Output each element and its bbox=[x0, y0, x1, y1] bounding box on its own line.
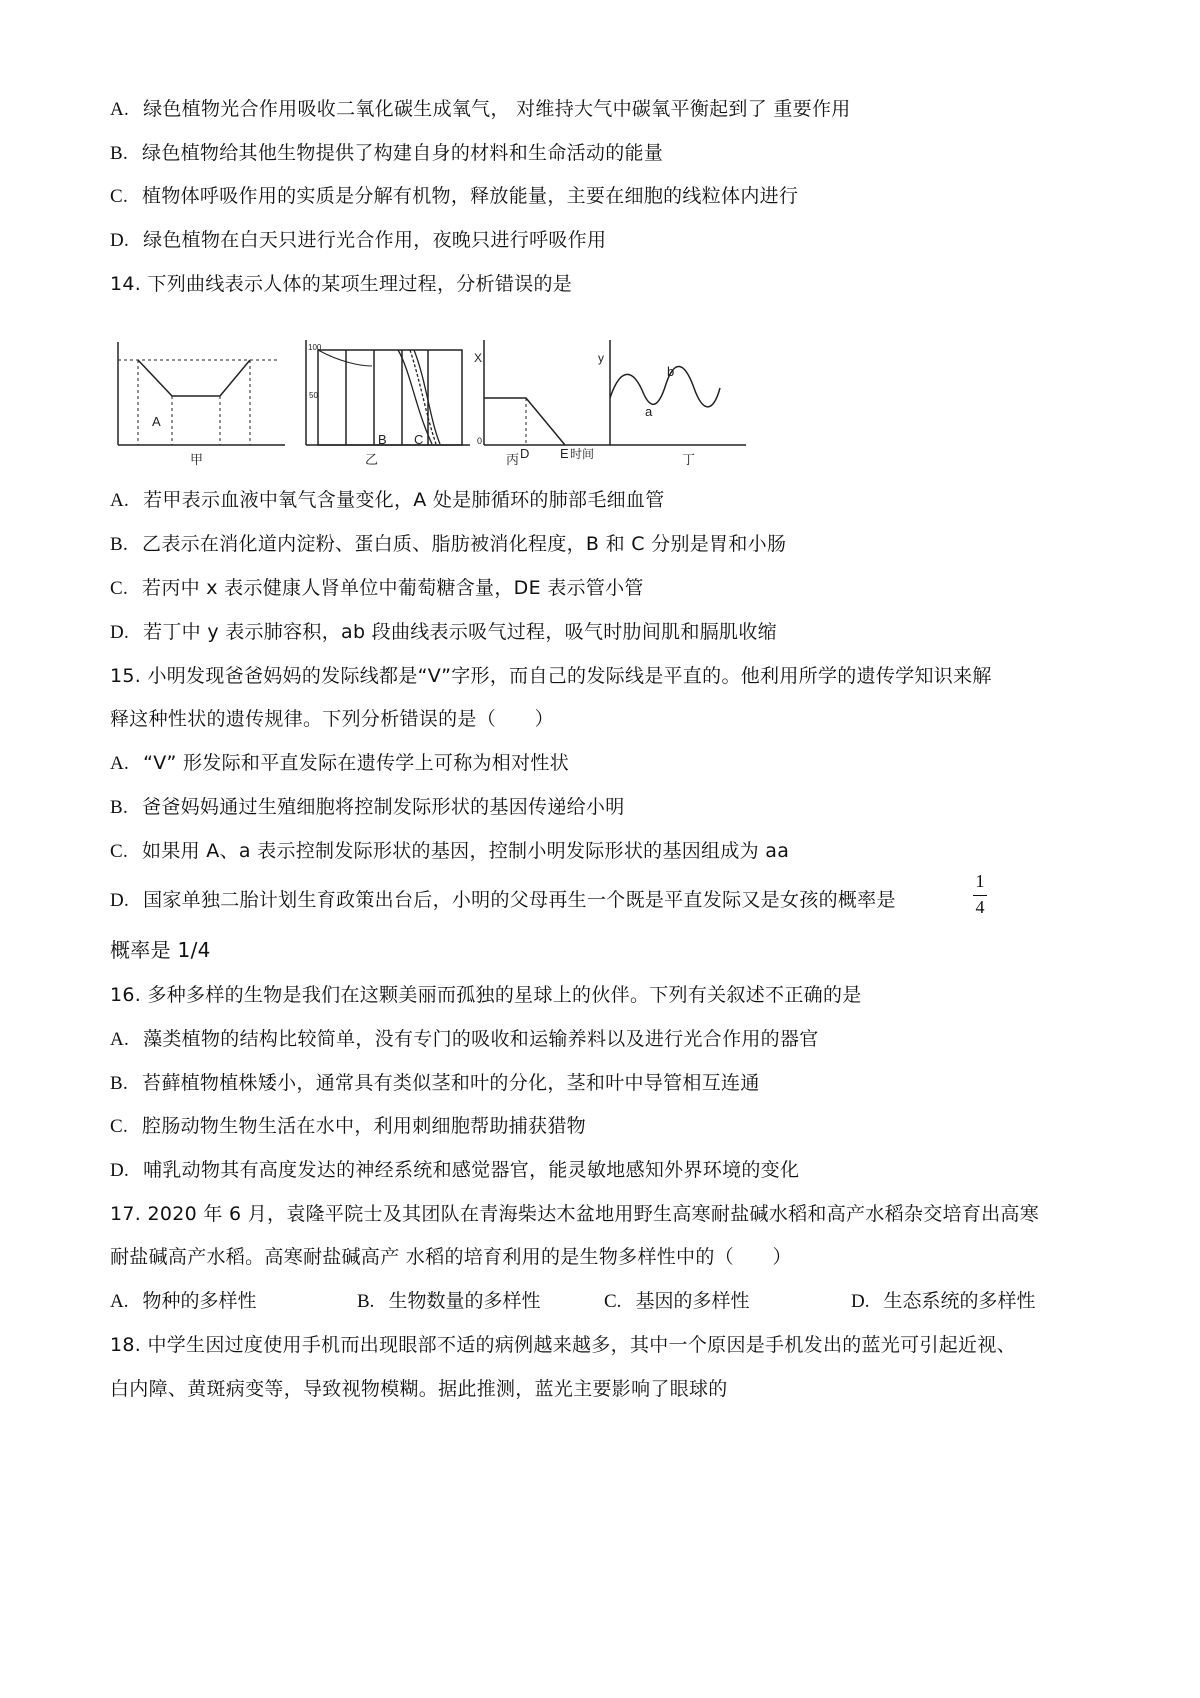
option-label: C. bbox=[110, 578, 129, 599]
option-text: 苔藓植物植株矮小，通常具有类似茎和叶的分化，茎和叶中导管相互连通 bbox=[142, 1072, 760, 1094]
q16-stem: 16. 多种多样的生物是我们在这颗美丽而孤独的星球上的伙伴。下列有关叙述不正确的是 bbox=[110, 984, 862, 1006]
q17-option-d bbox=[851, 1288, 1036, 1315]
q15-stem-line1: 15. 小明发现爸爸妈妈的发际线都是“V”字形，而自己的发际线是平直的。他利用所学的遗传学知识来解 bbox=[110, 665, 992, 687]
option-label: B. bbox=[110, 1073, 129, 1094]
yi-caption: 乙 bbox=[365, 452, 379, 467]
option-text: 绿色植物光合作用吸收二氧化碳生成氧气， 对维持大气中碳氧平衡起到了 重要作用 bbox=[143, 98, 851, 120]
option-text: 物种的多样性 bbox=[142, 1290, 257, 1312]
q14-option-d bbox=[110, 619, 777, 646]
fraction-bar bbox=[973, 895, 987, 896]
option-label: A. bbox=[110, 99, 130, 120]
yi-tick-100: 100 bbox=[308, 343, 322, 352]
q13-option-c bbox=[110, 183, 798, 210]
option-label: D. bbox=[110, 1160, 130, 1181]
fraction-denominator: 4 bbox=[975, 897, 985, 917]
yi-curve-protein bbox=[410, 350, 436, 444]
option-label: C. bbox=[604, 1291, 622, 1312]
option-label: A. bbox=[110, 1291, 129, 1312]
q15-stem-line2: 释这种性状的遗传规律。下列分析错误的是（ ） bbox=[110, 708, 554, 730]
q14-curves-figure bbox=[110, 340, 750, 470]
q16-option-c bbox=[110, 1113, 586, 1140]
ding-label-b: b bbox=[667, 364, 675, 379]
option-label: D. bbox=[110, 622, 130, 643]
option-text: 乙表示在消化道内淀粉、蛋白质、脂肪被消化程度，B 和 C 分别是胃和小肠 bbox=[142, 533, 787, 555]
option-label: D. bbox=[110, 890, 130, 911]
q13-option-d bbox=[110, 227, 606, 254]
bing-x-label: X bbox=[474, 351, 483, 365]
q16-option-d bbox=[110, 1157, 799, 1184]
option-text: 哺乳动物其有高度发达的神经系统和感觉器官，能灵敏地感知外界环境的变化 bbox=[143, 1159, 800, 1181]
option-text: 若甲表示血液中氧气含量变化，A 处是肺循环的肺部毛细血管 bbox=[143, 489, 665, 511]
bing-curve bbox=[484, 398, 565, 445]
bing-label-e: E bbox=[560, 446, 569, 461]
panel-ding bbox=[610, 340, 746, 445]
option-text: 生物数量的多样性 bbox=[388, 1290, 541, 1312]
q14-option-b bbox=[110, 531, 786, 558]
q16-option-a bbox=[110, 1026, 819, 1053]
q14-figure bbox=[110, 340, 750, 474]
q18-stem-line1: 18. 中学生因过度使用手机而出现眼部不适的病例越来越多，其中一个原因是手机发出的蓝光可引起近视、 bbox=[110, 1334, 1016, 1356]
ding-y-label: y bbox=[598, 351, 604, 365]
option-text: “V” 形发际和平直发际在遗传学上可称为相对性状 bbox=[143, 752, 570, 774]
option-text: 爸爸妈妈通过生殖细胞将控制发际形状的基因传递给小明 bbox=[142, 796, 625, 818]
panel-bing bbox=[484, 340, 610, 445]
option-text: 绿色植物给其他生物提供了构建自身的材料和生命活动的能量 bbox=[142, 142, 664, 164]
option-text: 若丙中 x 表示健康人肾单位中葡萄糖含量，DE 表示管小管 bbox=[142, 577, 644, 599]
option-text: 若丁中 y 表示肺容积，ab 段曲线表示吸气过程，吸气时肋间肌和膈肌收缩 bbox=[143, 621, 777, 643]
option-text: 藻类植物的结构比较简单，没有专门的吸收和运输养料以及进行光合作用的器官 bbox=[143, 1028, 819, 1050]
option-text: 植物体呼吸作用的实质是分解有机物，释放能量，主要在细胞的线粒体内进行 bbox=[142, 185, 799, 207]
panel-jia bbox=[118, 342, 285, 445]
yi-label-b: B bbox=[378, 432, 387, 447]
option-text: 基因的多样性 bbox=[635, 1290, 750, 1312]
option-label: A. bbox=[110, 1029, 130, 1050]
q14-stem: 14. 下列曲线表示人体的某项生理过程，分析错误的是 bbox=[110, 273, 573, 295]
q13-option-a bbox=[110, 96, 851, 123]
option-label: A. bbox=[110, 753, 130, 774]
option-text: 生态系统的多样性 bbox=[883, 1290, 1036, 1312]
panel-yi bbox=[306, 340, 470, 445]
q15-option-c bbox=[110, 838, 789, 865]
option-text: 腔肠动物生物生活在水中，利用刺细胞帮助捕获猎物 bbox=[142, 1115, 586, 1137]
fraction-numerator: 1 bbox=[975, 871, 985, 891]
option-text: 如果用 A、a 表示控制发际形状的基因，控制小明发际形状的基因组成为 aa bbox=[142, 840, 790, 862]
q14-option-a bbox=[110, 487, 665, 514]
yi-curve-fat bbox=[318, 350, 372, 366]
option-label: D. bbox=[851, 1291, 870, 1312]
option-label: B. bbox=[357, 1291, 375, 1312]
ding-caption: 丁 bbox=[682, 452, 696, 467]
yi-curve-fat2 bbox=[414, 350, 440, 444]
q17-stem-line2: 耐盐碱高产水稻。高寒耐盐碱高产 水稻的培育利用的是生物多样性中的（ ） bbox=[110, 1246, 792, 1268]
yi-label-c: C bbox=[414, 432, 424, 447]
q15-extra-note: 概率是 1/4 bbox=[110, 938, 211, 962]
option-text: 国家单独二胎计划生育政策出台后，小明的父母再生一个既是平直发际又是女孩的概率是 bbox=[143, 889, 896, 911]
bing-label-d: D bbox=[520, 446, 530, 461]
q17-stem-line1: 17. 2020 年 6 月，袁隆平院士及其团队在青海柴达木盆地用野生高寒耐盐碱水稻和高产水稻杂交培育出高寒 bbox=[110, 1203, 1040, 1225]
q15-option-d bbox=[110, 887, 896, 914]
q13-option-b bbox=[110, 140, 663, 167]
bing-time-label: 时间 bbox=[570, 447, 595, 461]
option-label: B. bbox=[110, 797, 129, 818]
q14-option-c bbox=[110, 575, 644, 602]
yi-tick-50: 50 bbox=[309, 391, 318, 400]
option-label: B. bbox=[110, 143, 129, 164]
q17-option-b bbox=[357, 1288, 540, 1315]
jia-curve bbox=[138, 360, 250, 396]
bing-caption: 丙 bbox=[506, 452, 520, 467]
option-label: A. bbox=[110, 490, 130, 511]
option-label: B. bbox=[110, 534, 129, 555]
bing-origin: 0 bbox=[477, 436, 483, 446]
ding-curve bbox=[610, 366, 720, 406]
q15-option-a bbox=[110, 750, 569, 777]
ding-label-a: a bbox=[645, 404, 653, 419]
yi-frame bbox=[318, 350, 462, 445]
q15-option-b bbox=[110, 794, 625, 821]
option-label: D. bbox=[110, 230, 130, 251]
option-label: C. bbox=[110, 841, 129, 862]
jia-label-a: A bbox=[152, 414, 161, 429]
q16-option-b bbox=[110, 1070, 760, 1097]
jia-caption: 甲 bbox=[190, 452, 204, 467]
q18-stem-line2: 白内障、黄斑病变等，导致视物模糊。据此推测，蓝光主要影响了眼球的 bbox=[110, 1378, 728, 1400]
q17-option-a bbox=[110, 1288, 257, 1315]
q17-option-c bbox=[604, 1288, 749, 1315]
option-text: 绿色植物在白天只进行光合作用，夜晚只进行呼吸作用 bbox=[143, 229, 607, 251]
option-label: C. bbox=[110, 1116, 129, 1137]
option-label: C. bbox=[110, 186, 129, 207]
